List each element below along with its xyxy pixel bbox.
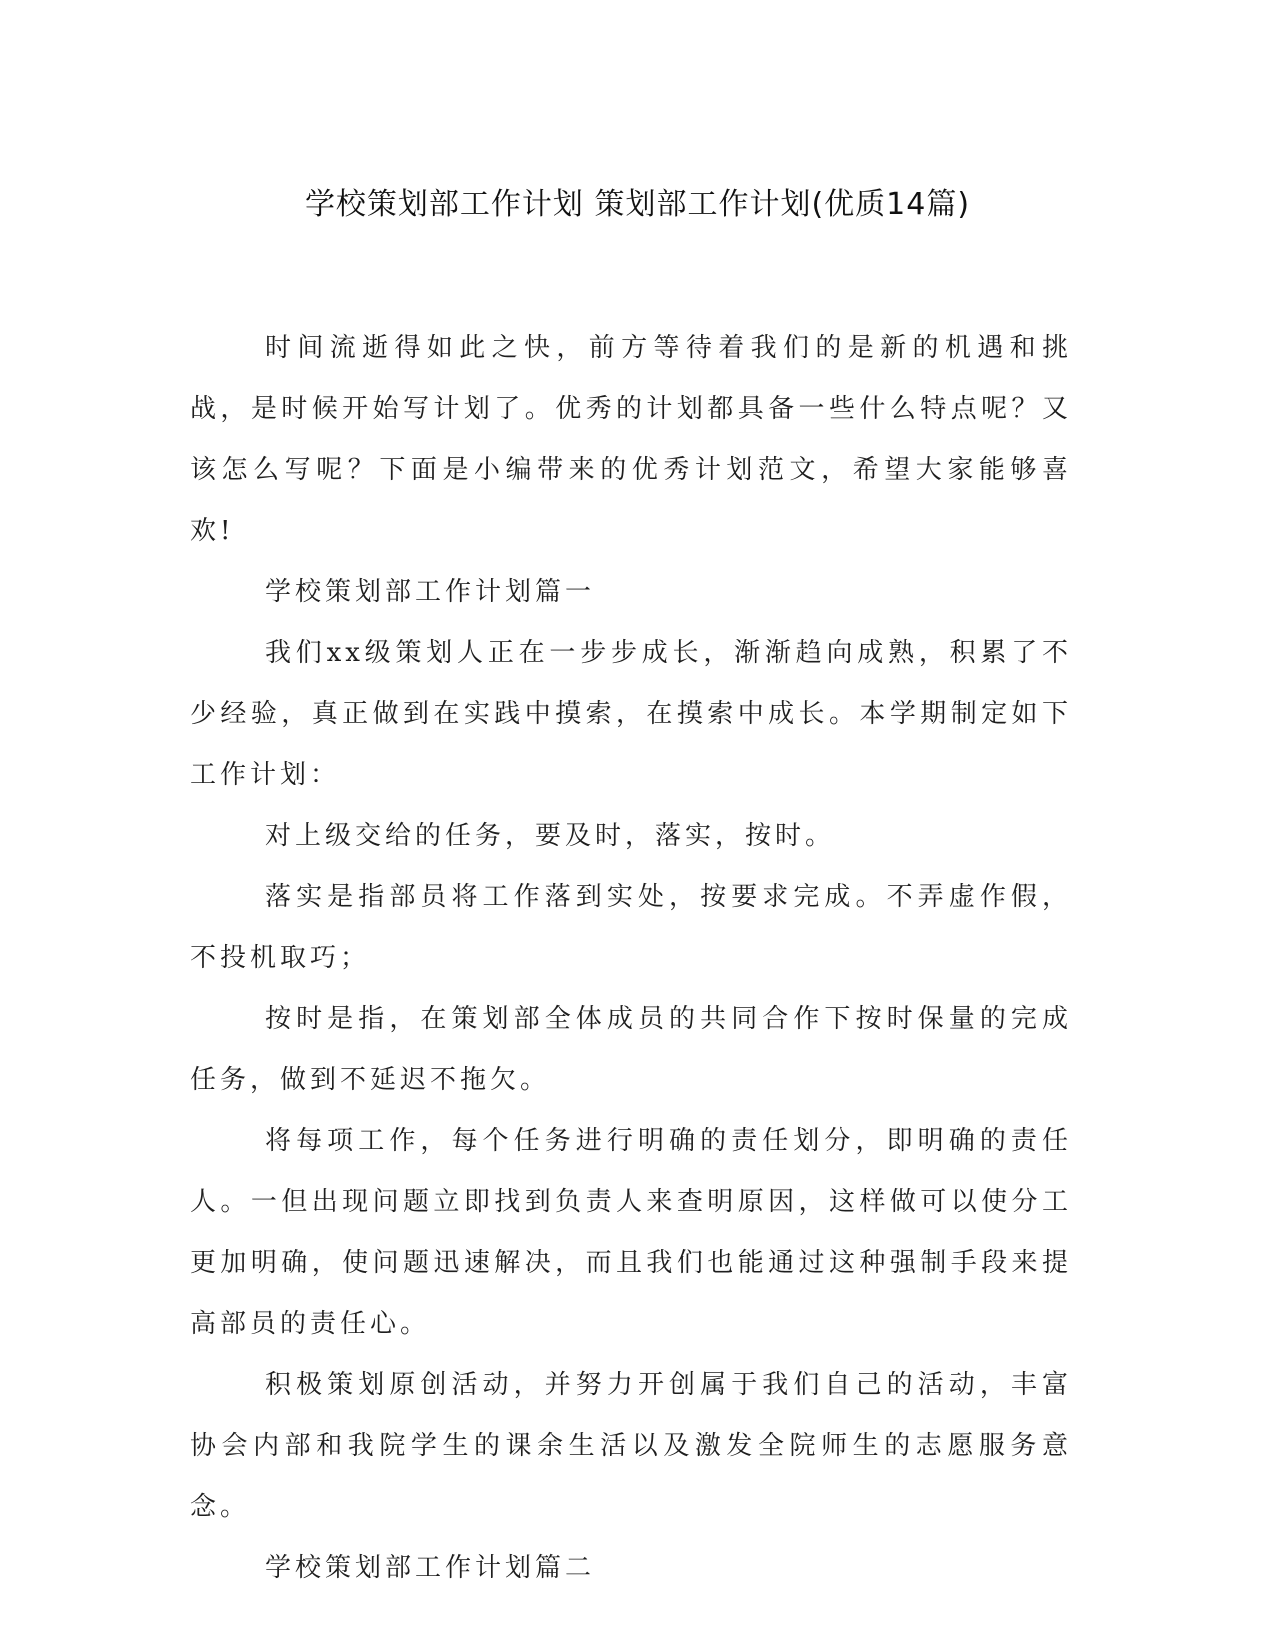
- body-paragraph: 积极策划原创活动，并努力开创属于我们自己的活动，丰富协会内部和我院学生的课余生活以及激发全院师生的志愿服务意念。: [190, 1370, 1072, 1522]
- document-title: 学校策划部工作计划 策划部工作计划(优质14篇): [304, 187, 971, 222]
- document-body: [190, 318, 1072, 1599]
- body-paragraph: 对上级交给的任务，要及时，落实，按时。: [265, 821, 836, 851]
- intro-paragraph: 时间流逝得如此之快，前方等待着我们的是新的机遇和挑战，是时候开始写计划了。优秀的计划都具备一些什么特点呢？又该怎么写呢？下面是小编带来的优秀计划范文，希望大家能够喜欢!: [190, 333, 1072, 546]
- body-paragraph: 我们xx级策划人正在一步步成长，渐渐趋向成熟，积累了不少经验，真正做到在实践中摸索，在摸索中成长。本学期制定如下工作计划：: [190, 638, 1072, 790]
- section-heading-2: 学校策划部工作计划篇二: [265, 1553, 596, 1583]
- body-paragraph: 落实是指部员将工作落到实处，按要求完成。不弄虚作假，不投机取巧；: [190, 882, 1072, 973]
- section-heading-1: 学校策划部工作计划篇一: [265, 577, 596, 607]
- body-paragraph: 按时是指，在策划部全体成员的共同合作下按时保量的完成任务，做到不延迟不拖欠。: [190, 1004, 1072, 1095]
- body-paragraph: 将每项工作，每个任务进行明确的责任划分，即明确的责任人。一但出现问题立即找到负责人来查明原因，这样做可以使分工更加明确，使问题迅速解决，而且我们也能通过这种强制手段来提高部员的责任心。: [190, 1126, 1072, 1339]
